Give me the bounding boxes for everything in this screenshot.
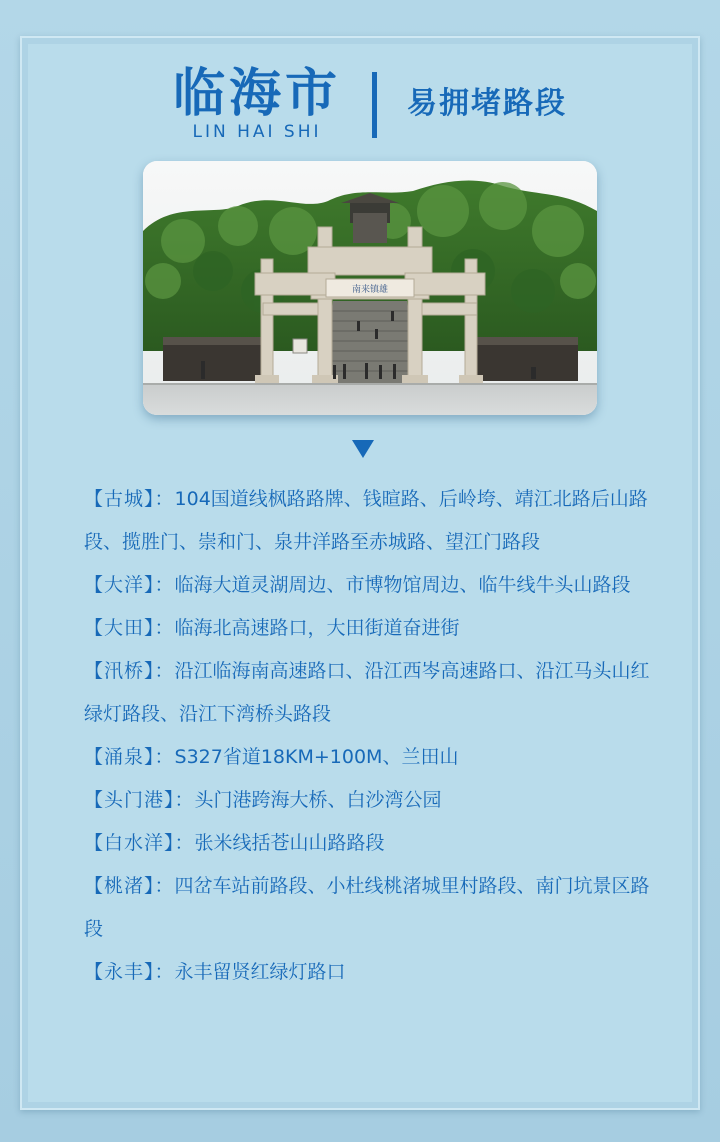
list-item <box>84 951 650 994</box>
list-item <box>84 736 650 779</box>
area-label: 【大田】： <box>84 617 175 639</box>
area-roads: 临海大道灵湖周边、市博物馆周边、临牛线牛头山路段 <box>174 574 631 596</box>
area-roads: 沿江临海南高速路口、沿江西岑高速路口、沿江马头山红绿灯路段、沿江下湾桥头路段 <box>84 660 650 725</box>
city-gate-photo <box>143 161 597 415</box>
list-item <box>84 779 650 822</box>
city-pinyin: LIN HAI SHI <box>192 122 322 142</box>
ancient-city-gate-photo <box>143 161 597 415</box>
list-item <box>84 865 650 951</box>
list-item <box>84 650 650 736</box>
area-roads: 头门港跨海大桥、白沙湾公园 <box>194 789 442 811</box>
area-roads: 临海北高速路口，大田街道奋进街 <box>174 617 460 639</box>
city-name-title: 临海市 <box>172 64 341 124</box>
area-label: 【汛桥】： <box>84 660 175 682</box>
area-label: 【涌泉】： <box>84 746 175 768</box>
area-label: 【永丰】： <box>84 961 175 983</box>
area-label: 【大洋】： <box>84 574 175 596</box>
area-roads: 张米线括苍山山路路段 <box>194 832 385 854</box>
list-item <box>84 607 650 650</box>
area-label: 【头门港】： <box>84 789 195 811</box>
gate-plaque-text: 南来镇雄 <box>351 285 389 295</box>
header-divider <box>372 72 377 138</box>
page-subtitle: 易拥堵路段 <box>407 86 567 121</box>
down-arrow-icon <box>352 440 374 458</box>
area-label: 【古城】： <box>84 488 175 510</box>
area-roads: S327省道18KM+100M、兰田山 <box>174 746 459 768</box>
area-roads: 四岔车站前路段、小杜线桃渚城里村路段、南门坑景区路段 <box>84 875 650 940</box>
area-roads: 永丰留贤红绿灯路口 <box>174 961 346 983</box>
list-item <box>84 822 650 865</box>
list-item <box>84 564 650 607</box>
area-label: 【白水洋】： <box>84 832 195 854</box>
congestion-road-list <box>84 478 650 994</box>
page-header <box>0 60 720 150</box>
list-item <box>84 478 650 564</box>
area-label: 【桃渚】： <box>84 875 175 897</box>
area-roads: 104国道线枫路路牌、钱暄路、后岭垮、靖江北路后山路段、揽胜门、崇和门、泉井洋路至赤城路、望江门路段 <box>84 488 648 553</box>
